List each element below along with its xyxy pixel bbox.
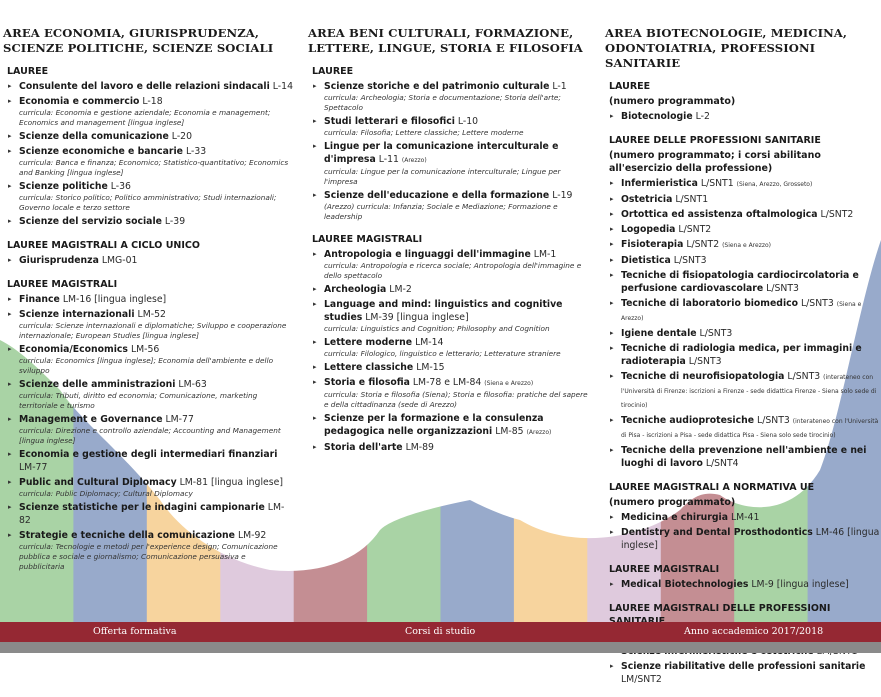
course-curricula: curricula: Filologico, linguistico e letterario; Letterature straniere [324,349,561,358]
course-name: Ostetricia [621,194,673,205]
course-code: LM-39 [lingua inglese] [365,312,469,323]
section-title: LAUREE [609,81,651,92]
course-note: (interateneo con l'Università di Firenze: iscrizioni a Firenze - sede didattica Firenze - Siena solo sede di tirocinio) [621,374,877,409]
course-list [605,511,881,552]
course-name: Lingue per la comunicazione interculturale e d'impresa [324,141,559,165]
course-code: L-18 [142,96,163,107]
course-curricula: curricula: Storia e filosofia (Siena); Storia e filosofia: pratiche del sapere e della cittadinanza (sede di Arezzo) [324,390,588,409]
course-list [308,248,593,454]
course-name: Biotecnologie [621,111,693,122]
course-code: LM-92 [237,530,267,541]
footer-offerta-formativa: Offerta formativa [93,626,177,637]
section-title: LAUREE MAGISTRALI DELLE PROFESSIONI [609,603,831,614]
course-item [605,193,881,206]
course-item [308,248,593,281]
course-code: L/SNT1 [675,194,709,205]
course-code: LM-14 [415,337,444,348]
course-section [3,65,293,228]
area-title [3,26,293,56]
course-item [308,115,593,138]
section-title: LAUREE [7,66,49,77]
course-name: Scienze politiche [19,181,108,192]
course-note: (interateneo con l'Università di Pisa - iscrizioni a Pisa - sede didattica Pisa - Siena solo sede tirocinio) [621,418,879,439]
course-item [3,448,293,474]
course-code: LM-2 [389,284,412,295]
course-name: Dietistica [621,255,671,266]
course-code: LM-1 [533,249,557,260]
course-code: L/SNT3 [757,415,790,426]
course-name: Economia e commercio [19,96,140,107]
course-item [3,180,293,213]
course-item [308,283,593,296]
course-code: L/SNT4 [705,458,739,469]
section-title: LAUREE MAGISTRALI [7,279,118,290]
course-name: Scienze economiche e bancarie [19,146,183,157]
course-item [605,110,881,123]
section-title: LAUREE MAGISTRALI A CICLO UNICO [7,240,200,251]
course-code: LMG-01 [101,255,138,266]
course-code: L-19 [552,190,573,201]
course-item [605,660,881,686]
course-name: Scienze delle amministrazioni [19,379,176,390]
course-note: (Arezzo) [401,157,427,164]
course-item [3,378,293,411]
course-list [605,177,881,470]
course-curricula: curricula: Linguistics and Cognition; Philosophy and Cognition [324,324,550,333]
course-name: Igiene dentale [621,328,697,339]
section-title: LAUREE [312,66,354,77]
course-item [308,441,593,454]
course-code: L/SNT2 [686,239,720,250]
area-title-line: AREA BENI CULTURALI, FORMAZIONE, [308,26,574,40]
course-name: Scienze internazionali [19,309,135,320]
course-name: Finance [19,294,60,305]
course-section [605,481,881,552]
course-name: Scienze dell'educazione e della formazione [324,190,550,201]
course-note: (Siena e Arezzo) [484,380,534,387]
course-section [3,239,293,267]
course-item [308,361,593,374]
course-item [3,501,293,527]
course-name: Lettere moderne [324,337,413,348]
course-item [605,269,881,295]
course-name: Storia e filosofia [324,377,410,388]
section-title: LAUREE MAGISTRALI [609,564,720,575]
course-curricula: curricula: Lingue per la comunicazione interculturale; Lingue per l'impresa [324,167,561,186]
course-code: LM-81 [lingua inglese] [179,477,283,488]
area-title [605,26,881,71]
course-section [308,65,593,222]
course-name: Antropologia e linguaggi dell'immagine [324,249,531,260]
course-code: LM-77 [165,414,194,425]
section-title: LAUREE MAGISTRALI A NORMATIVA UE [609,482,815,493]
course-name: Logopedia [621,224,676,235]
course-item [3,130,293,143]
course-curricula: curricula: Banca e finanza; Economico; Statistico-quantitativo; Economics and Banking [lingua inglese] [19,158,289,177]
course-section [308,233,593,454]
course-section [605,563,881,591]
section-subtitle: (numero programmato; i corsi abilitano all'esercizio della professione) [609,150,821,174]
course-item [308,80,593,113]
course-code: L/SNT2 [820,209,854,220]
course-curricula: curricula: Public Diplomacy; Cultural Diplomacy [19,489,193,498]
course-item [605,223,881,236]
course-item [3,145,293,178]
course-code: L-2 [695,111,710,122]
course-name: Public and Cultural Diplomacy [19,477,177,488]
course-item [308,189,593,222]
course-code: LM-16 [lingua inglese] [62,294,167,305]
area-title-line: ODONTOIATRIA, PROFESSIONI SANITARIE [605,41,816,70]
course-note: (Siena, Arezzo, Grosseto) [736,181,813,188]
course-item [605,342,881,368]
course-item [605,297,881,325]
course-name: Scienze del servizio sociale [19,216,162,227]
column-beni-culturali [308,22,593,465]
course-list [308,80,593,222]
course-item [3,95,293,128]
course-list [3,254,293,267]
course-code: L/SNT3 [673,255,707,266]
course-list [605,578,881,591]
course-item [605,511,881,524]
course-item [3,80,293,93]
course-item [605,177,881,191]
course-curricula: curricula: Storico politico; Politico amministrativo; Studi internazionali; Governo locale e terzo settore [19,193,277,212]
course-item [605,327,881,340]
course-code: LM/SNT2 [621,674,662,685]
area-title-line: AREA BIOTECNOLOGIE, MEDICINA, [605,26,848,40]
course-code: LM-82 [19,502,285,526]
course-name: Tecniche audioprotesiche [621,415,755,426]
course-section [605,134,881,470]
course-code: LM-85 [495,426,524,437]
course-code: L/SNT3 [699,328,733,339]
course-code: L-33 [185,146,207,157]
course-code: LM-63 [178,379,207,390]
course-name: Dentistry and Dental Prosthodontics [621,527,813,538]
course-name: Economia e gestione degli intermediari finanziari [19,449,278,460]
course-code: L/SNT3 [801,298,834,309]
course-name: Ortottica ed assistenza oftalmologica [621,209,818,220]
course-item [308,140,593,187]
section-title: LAUREE DELLE PROFESSIONI SANITARIE [609,135,821,146]
course-code: L-36 [110,181,131,192]
course-code: L-20 [171,131,192,142]
footer-corsi-di-studio: Corsi di studio [405,626,476,637]
course-name: Giurisprudenza [19,255,99,266]
course-name: Tecniche di fisiopatologia cardiocircolatoria e perfusione cardiovascolare [621,270,859,294]
course-name: Scienze per la formazione e la consulenza pedagogica nelle organizzazioni [324,413,544,437]
course-item [3,343,293,376]
course-list [605,110,881,123]
course-item [605,370,881,412]
course-name: Management e Governance [19,414,163,425]
course-name: Consulente del lavoro e delle relazioni sindacali [19,81,270,92]
course-name: Tecniche di radiologia medica, per immagini e radioterapia [621,343,862,367]
course-item [3,308,293,341]
course-name: Scienze storiche e del patrimonio culturale [324,81,550,92]
course-code: LM-41 [730,512,760,523]
course-code: LM-89 [405,442,434,453]
footer-anno-accademico: Anno accademico 2017/2018 [684,626,824,637]
course-name: Storia dell'arte [324,442,403,453]
area-title-line: LETTERE, LINGUE, STORIA E FILOSOFIA [308,41,583,55]
course-item [308,412,593,439]
course-code: LM-15 [416,362,445,373]
course-item [605,444,881,470]
course-code: L-10 [457,116,479,127]
course-item [605,254,881,267]
section-subtitle: (numero programmato) [609,497,736,508]
course-section [3,278,293,572]
course-curricula: curricula: Scienze internazionali e diplomatiche; Sviluppo e cooperazione internazionale; European Studies [lingua inglese] [19,321,287,340]
course-curricula: curricula: Antropologia e ricerca sociale; Antropologia dell'immagine e dello spettacolo [324,261,582,280]
course-code: LM-9 [lingua inglese] [751,579,849,590]
course-code: L-39 [164,216,186,227]
footer-bar [0,622,881,642]
course-name: Medical Biotechnologies [621,579,749,590]
course-curricula: curricula: Economia e gestione aziendale; Economia e management; Economics and management [lingua inglese] [19,108,271,127]
course-item [3,413,293,446]
course-name: Tecniche di laboratorio biomedico [621,298,799,309]
course-code: L-14 [272,81,293,92]
section-title: LAUREE MAGISTRALI [312,234,423,245]
column-economia [3,22,293,583]
course-item [605,578,881,591]
course-code: LM-52 [137,309,166,320]
column-biotecnologie [605,22,881,697]
course-list [3,80,293,228]
course-name: Archeologia [324,284,387,295]
course-item [605,208,881,221]
course-name: Medicina e chirurgia [621,512,728,523]
section-subtitle: (numero programmato) [609,96,736,107]
course-code: LM-78 e LM-84 [412,377,482,388]
area-title-line: SCIENZE POLITICHE, SCIENZE SOCIALI [3,41,274,55]
course-name: Studi letterari e filosofici [324,116,455,127]
course-code: L-1 [552,81,567,92]
course-item [308,298,593,334]
course-item [3,529,293,572]
course-code: L/SNT1 [700,178,734,189]
course-note: (Siena e Arezzo) [621,301,862,322]
bottom-border [0,642,881,653]
course-name: Tecniche di neurofisiopatologia [621,371,785,382]
area-title [308,26,593,56]
course-item [3,215,293,228]
course-code: LM-56 [130,344,160,355]
course-section [605,80,881,123]
course-name: Fisioterapia [621,239,684,250]
course-note: (Arezzo) [526,429,552,436]
area-title-line: AREA ECONOMIA, GIURISPRUDENZA, [3,26,259,40]
course-code: LM-46 [lingua inglese] [621,527,880,551]
course-item [3,293,293,306]
course-code: L/SNT2 [678,224,712,235]
course-name: Scienze statistiche per le indagini campionarie [19,502,265,513]
course-item [308,376,593,410]
course-list [3,293,293,572]
course-name: Scienze della comunicazione [19,131,169,142]
course-curricula: curricula: Archeologia; Storia e documentazione; Storia dell'arte; Spettacolo [324,93,561,112]
course-curricula: curricula: Economics [lingua inglese]; Economia dell'ambiente e dello sviluppo [19,356,274,375]
course-curricula: curricula: Direzione e controllo aziendale; Accounting and Management [lingua inglese] [19,426,281,445]
course-code: L/SNT3 [766,283,799,294]
course-curricula: curricula: Filosofia; Lettere classiche; Lettere moderne [324,128,524,137]
course-item [308,336,593,359]
course-name: Lettere classiche [324,362,414,373]
course-name: Strategie e tecniche della comunicazione [19,530,235,541]
course-item [605,526,881,552]
course-name: Tecniche della prevenzione nell'ambiente e nei luoghi di lavoro [621,445,867,469]
course-name: Economia/Economics [19,344,128,355]
course-code: L-11 [378,154,399,165]
course-note: (Siena e Arezzo) [722,242,772,249]
course-name: Infermieristica [621,178,698,189]
course-item [605,238,881,252]
course-curricula: curricula: Tributi, diritto ed economia; Comunicazione, marketing territoriale e turismo [19,391,258,410]
course-name: Language and mind: linguistics and cognitive studies [324,299,563,323]
course-code: LM-77 [19,462,48,473]
course-name: Scienze riabilitative delle professioni sanitarie [621,661,866,672]
course-curricula: curricula: Tecnologie e metodi per l'experience design; Comunicazione pubblica e sociale e giornalismo; Comunicazione persuasiva e pubblicitaria [19,542,278,571]
course-item [3,254,293,267]
course-item [3,476,293,499]
course-curricula: (Arezzo) curricula: Infanzia; Sociale e Mediazione; Formazione e leadership [324,202,558,221]
course-code: L/SNT3 [787,371,821,382]
course-item [605,414,881,442]
course-code: L/SNT3 [688,356,722,367]
